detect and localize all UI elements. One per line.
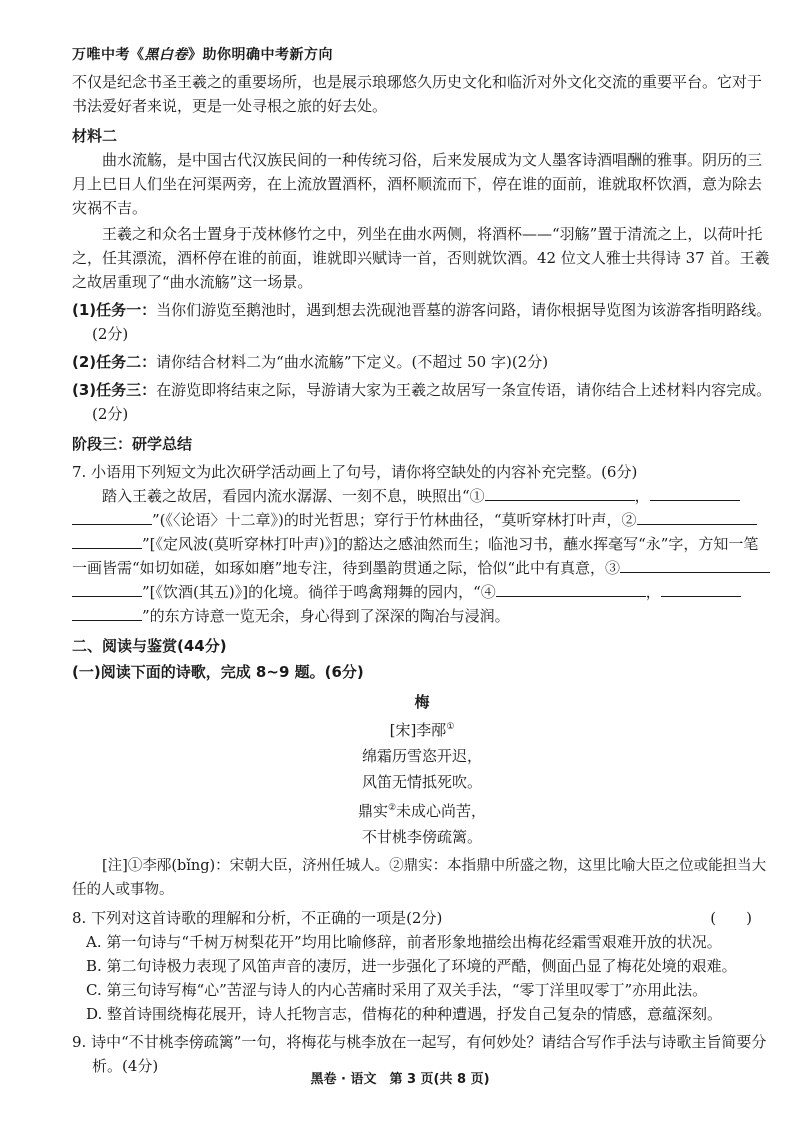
- poem-author-footnote-mark: ①: [446, 722, 455, 732]
- poem-line-3-start: 鼎实: [357, 802, 388, 820]
- q7-segment-3: ”[《定风波(莫听穿林打叶声)》]的豁达之感油然而生；临池习书，蘸水挥毫写“永”字，方知一笔一画皆需“如切如磋，如琢如磨”地专注，待到墨韵贯通之际，恰似“此中有真意，③: [72, 535, 759, 577]
- task-label: (2)任务二：: [72, 353, 157, 371]
- page-footer: 黑卷 · 语文 第 3 页(共 8 页): [310, 1072, 490, 1087]
- q7-segment-5: ”的东方诗意一览无余，身心得到了深深的陶冶与浸润。: [142, 607, 510, 625]
- header-suffix: 》助你明确中考新方向: [188, 47, 333, 63]
- q7-stem: 7. 小语用下列短文为此次研学活动画上了句号，请你将空缺处的内容补充完整。(6分): [72, 463, 638, 481]
- q8-options: [72, 930, 772, 1026]
- blank-3b[interactable]: [72, 580, 142, 597]
- task-item-3: [72, 378, 772, 426]
- blank-3a[interactable]: [620, 556, 770, 573]
- header-brand: 黑白卷: [144, 47, 188, 63]
- blank-1b[interactable]: [650, 484, 740, 501]
- q8-stem-text: 8. 下列对这首诗歌的理解和分析，不正确的一项是(2分): [72, 909, 443, 927]
- page-header: [72, 44, 752, 64]
- blank-1c[interactable]: [72, 508, 152, 525]
- section2-title: 二、阅读与鉴赏(44分): [72, 637, 227, 655]
- poem-line-1: 绵霜历雪恣开迟，: [361, 747, 482, 765]
- blank-2a[interactable]: [637, 508, 757, 525]
- q8-option-c: C. 第三句诗写梅“心”苦涩与诗人的内心苦痛时采用了双关手法，“零丁洋里叹零丁”亦用此法。: [86, 981, 708, 999]
- task-item-2: [72, 350, 772, 374]
- task-list: [72, 298, 772, 426]
- q8-option-d: D. 整首诗围绕梅花展开，诗人托物言志，借梅花的种种遭遇，抒发自己复杂的情感，意蕴深刻。: [86, 1005, 723, 1023]
- poem-title: 梅: [414, 693, 430, 711]
- q7-comma: ，: [634, 487, 650, 505]
- q8-answer-paren[interactable]: ( ): [710, 909, 752, 927]
- poem-line-3-footnote-mark: ②: [387, 803, 397, 813]
- poem-note: [注]①李邴(bǐng)：宋朝大臣，济州任城人。②鼎实：本指鼎中所盛之物，这里比喻大臣之位或能担当大任的人或事物。: [72, 858, 767, 898]
- poem-author-name: [宋]李邴: [389, 721, 447, 739]
- q7-segment-4: ”[《饮酒(其五)》]的化境。徜徉于鸣禽翔舞的园内，“④: [142, 583, 496, 601]
- material2-paragraph-2: 王羲之和众名士置身于茂林修竹之中，列坐在曲水两侧，将酒杯——“羽觞”置于清流之上，以荷叶托之，任其漂流，酒杯停在谁的前面，谁就即兴赋诗一首，否则就饮酒。42 位文人雅士共得诗 37 首。王羲之故居重现了“曲水流觞”这一场景。: [72, 225, 770, 291]
- poem-line-3: [72, 795, 772, 824]
- q7-comma-2: ，: [645, 583, 661, 601]
- blank-4b[interactable]: [661, 580, 741, 597]
- intro-paragraph: 不仅是纪念书圣王羲之的重要场所，也是展示琅琊悠久历史文化和临沂对外文化交流的重要平台。它对于书法爱好者来说，更是一处寻根之旅的好去处。: [72, 73, 763, 115]
- q9-stem: 9. 诗中“不甘桃李傍疏篱”一句，将梅花与桃李放在一起写，有何妙处？请结合写作手法与诗歌主旨简要分析。(4分): [72, 1033, 767, 1075]
- q8-stem: [72, 906, 772, 930]
- q8-option-b: B. 第二句诗极力表现了风笛声音的凄厉，进一步强化了环境的严酷，侧面凸显了梅花处境的艰难。: [86, 957, 737, 975]
- page-content: [72, 70, 772, 1078]
- stage3-title: 阶段三：研学总结: [72, 435, 193, 453]
- material2-title: 材料二: [72, 127, 118, 145]
- poem-line-2: 风笛无情抵死吹。: [361, 773, 482, 791]
- poem-line-3-rest: 未成心尚苦，: [396, 802, 487, 820]
- blank-4c[interactable]: [72, 604, 142, 621]
- q7-segment-2: ”(《〈论语〉十二章》)的时光哲思；穿行于竹林曲径，“莫听穿林打叶声，②: [152, 511, 637, 529]
- task-label: (3)任务三：: [72, 381, 157, 399]
- poem-author: [72, 714, 772, 743]
- blank-1a[interactable]: [485, 484, 635, 501]
- q7-passage: [72, 484, 772, 628]
- blank-4a[interactable]: [496, 580, 646, 597]
- task-item-1: [72, 298, 772, 346]
- material2-paragraph-1: 曲水流觞，是中国古代汉族民间的一种传统习俗，后来发展成为文人墨客诗酒唱酬的雅事。阴历的三月上巳日人们坐在河渠两旁，在上流放置酒杯，酒杯顺流而下，停在谁的面前，谁就取杯饮酒，意为除去灾祸不吉。: [72, 151, 763, 217]
- header-prefix: 万唯中考《: [72, 47, 145, 63]
- task-text: 当你们游览至鹅池时，遇到想去洗砚池晋墓的游客问路，请你根据导览图为该游客指明路线。(2分): [92, 301, 772, 343]
- q7-segment-1: 踏入王羲之故居，看园内流水潺潺、一刻不息，映照出“①: [102, 487, 485, 505]
- poem-line-4: 不甘桃李傍疏篱。: [361, 828, 482, 846]
- task-text: 在游览即将结束之际，导游请大家为王羲之故居写一条宣传语，请你结合上述材料内容完成。(2分): [92, 381, 772, 423]
- part1-title: (一)阅读下面的诗歌，完成 8~9 题。(6分): [72, 663, 364, 681]
- poem-block: [72, 690, 772, 850]
- blank-2b[interactable]: [72, 532, 142, 549]
- task-text: 请你结合材料二为“曲水流觞”下定义。(不超过 50 字)(2分): [156, 353, 549, 371]
- task-label: (1)任务一：: [72, 301, 157, 319]
- q8-option-a: A. 第一句诗与“千树万树梨花开”均用比喻修辞，前者形象地描绘出梅花经霜雪艰难开放的状况。: [86, 933, 722, 951]
